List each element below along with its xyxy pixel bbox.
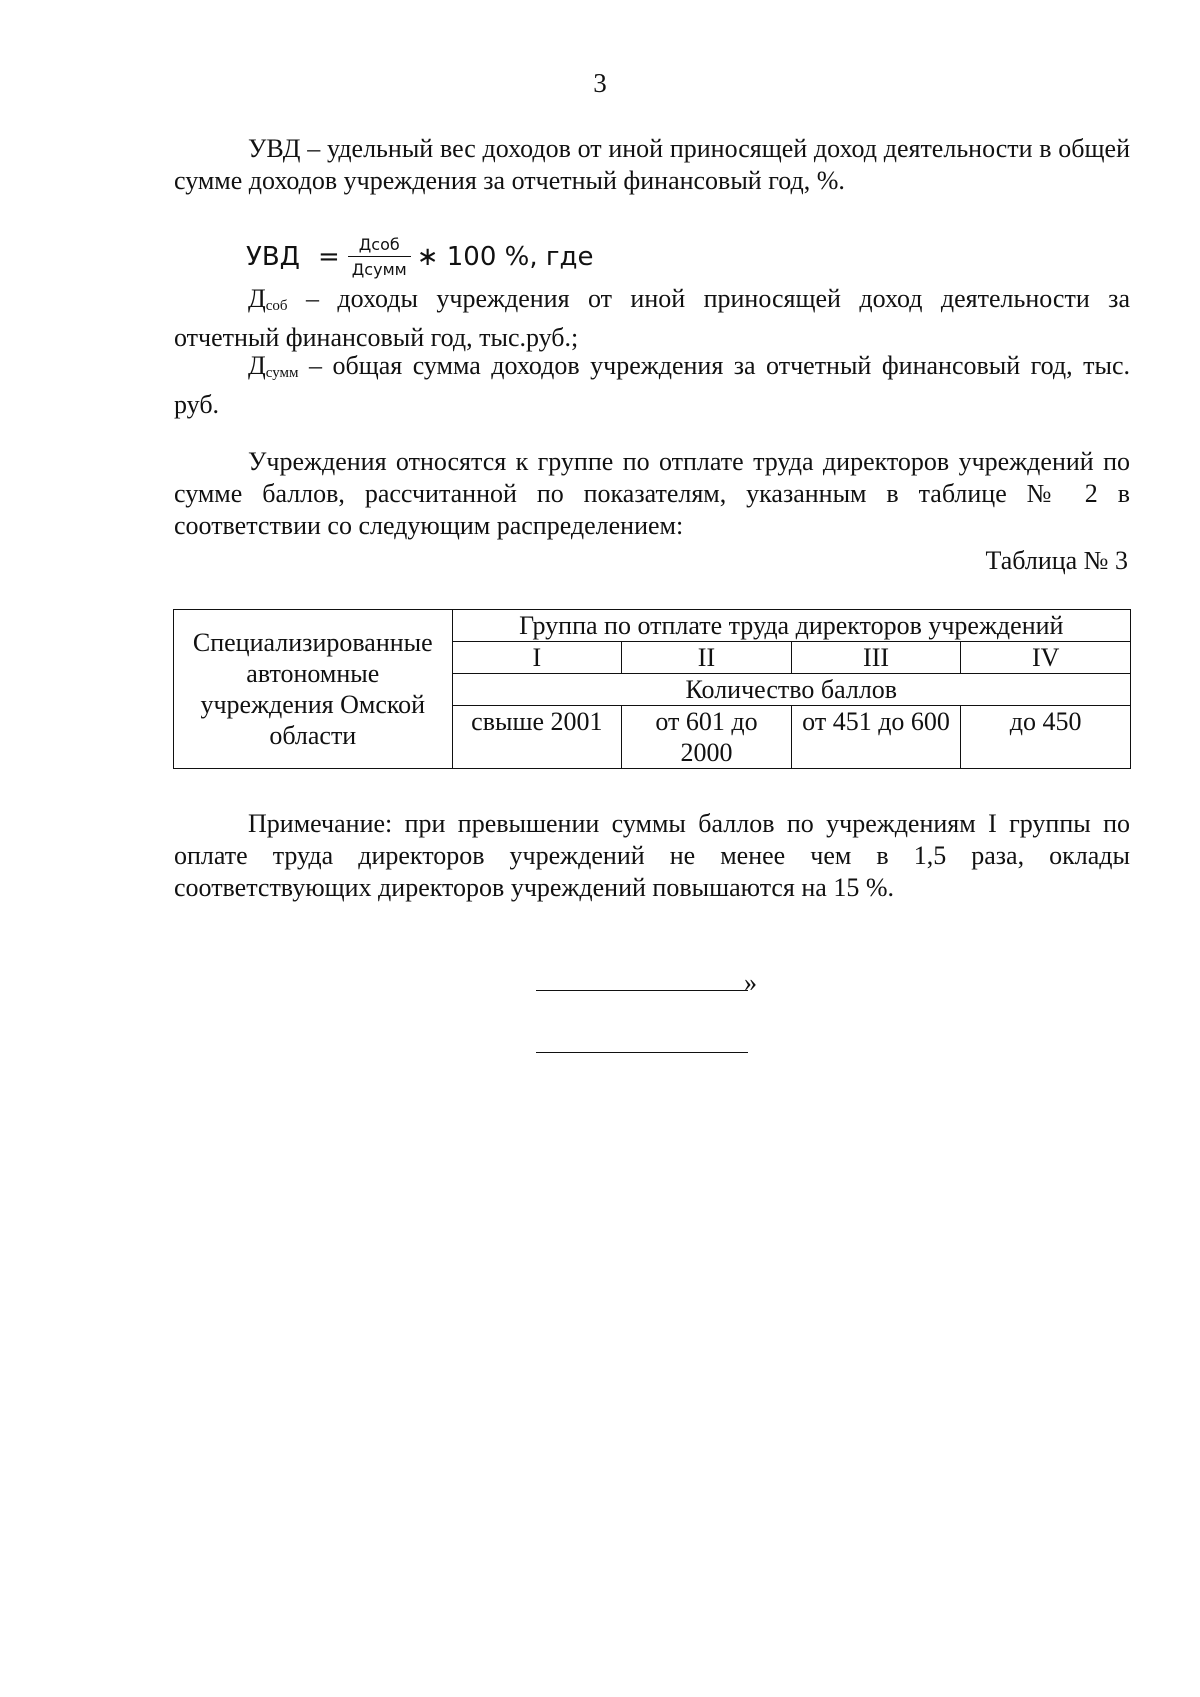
formula-denominator: Дсумм [348, 256, 411, 279]
table-points-header: Количество баллов [452, 674, 1130, 706]
definition-dsumm: $Д_{сумм}$ – общая сумма доходов учреждения за отчетный финансовый год, тыс. руб. [174, 351, 1130, 419]
table-points-iv: до 450 [961, 706, 1131, 769]
note-paragraph: Примечание: при превышении суммы баллов по учреждениям I группы по оплате труда директоров учреждений не менее чем в 1,5 раза, оклады соответствующих директоров учреждений повышаются на 15 %. [174, 809, 1130, 902]
closing-quote: » [744, 968, 757, 997]
formula-numerator: Дсоб [358, 235, 400, 254]
table-points-iii: от 451 до 600 [791, 706, 961, 769]
signature-line-1 [536, 990, 748, 991]
formula-fraction [348, 235, 411, 279]
signature-line-2 [536, 1052, 748, 1053]
intro-paragraph: УВД – удельный вес доходов от иной приносящей доход деятельности в общей сумме доходов учреждения за отчетный финансовый год, %. [174, 134, 1130, 195]
formula-equals: = [318, 242, 340, 272]
formula-rhs: ∗ 100 %, где [416, 242, 594, 272]
formula-lhs: УВД [246, 242, 300, 272]
table-group-iii: III [791, 642, 961, 674]
table-group-iv: IV [961, 642, 1131, 674]
uvd-formula [246, 235, 594, 279]
page-number: 3 [593, 68, 607, 98]
definition-dsob: $Д_{соб}$ – доходы учреждения от иной приносящей доход деятельности за отчетный финансовый год, тыс.руб.; [174, 284, 1130, 352]
table-group-i: I [452, 642, 622, 674]
distribution-paragraph: Учреждения относятся к группе по отплате труда директоров учреждений по сумме баллов, рассчитанной по показателям, указанным в таблице № 2 в соответствии со следующим распределением: [174, 447, 1130, 540]
table-row-header: Специализированные автономные учреждения Омской области [174, 610, 453, 769]
table-group-header: Группа по отплате труда директоров учреждений [452, 610, 1130, 642]
group-table [173, 609, 1131, 769]
table-points-ii: от 601 до 2000 [622, 706, 792, 769]
table-group-ii: II [622, 642, 792, 674]
table-caption: Таблица № 3 [985, 546, 1128, 575]
table-points-i: свыше 2001 [452, 706, 622, 769]
